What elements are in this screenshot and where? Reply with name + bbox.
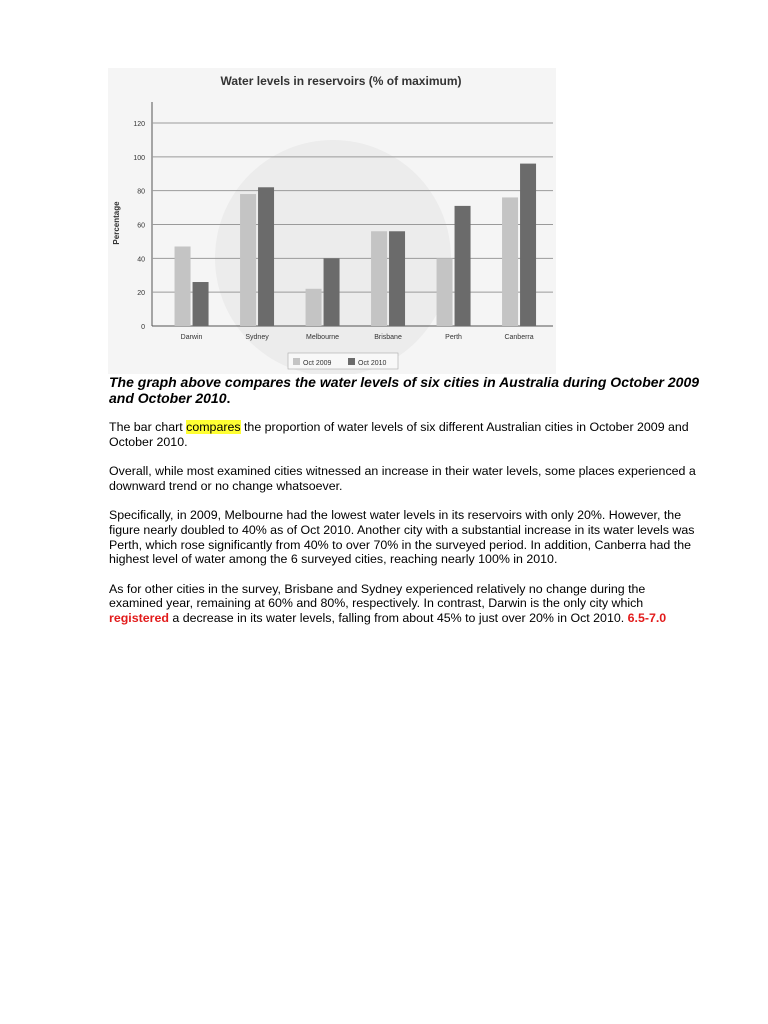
red-word: registered — [109, 610, 169, 625]
y-tick-label: 20 — [137, 290, 145, 298]
paragraph-intro — [109, 420, 699, 449]
p1-after: the proportion of water levels of six different Australian cities in October 2009 and October 2010. — [109, 420, 689, 449]
paragraph-comparison — [109, 582, 699, 626]
bar-sydney-oct-2010 — [258, 187, 274, 326]
bar-brisbane-oct-2009 — [371, 231, 387, 326]
legend-label: Oct 2010 — [358, 360, 387, 367]
highlighted-word: compares — [186, 420, 241, 434]
p4-after: a decrease in its water levels, falling from about 45% to just over 20% in Oct 2010. — [168, 610, 628, 625]
legend-label: Oct 2009 — [303, 360, 332, 367]
x-tick-label: Perth — [445, 334, 462, 341]
band-score: 6.5-7.0 — [627, 610, 667, 625]
bar-darwin-oct-2010 — [193, 282, 209, 326]
x-tick-label: Brisbane — [374, 334, 402, 341]
y-tick-label: 60 — [137, 222, 145, 230]
chart-legend — [288, 353, 398, 369]
y-tick-label: 0 — [141, 324, 145, 331]
paragraph-overview: Overall, while most examined cities witnessed an increase in their water levels, some places experienced a downward trend or no change whatsoever. — [109, 464, 696, 493]
heading-end: . — [226, 390, 231, 406]
p4-before: As for other cities in the survey, Brisbane and Sydney experienced relatively no change during the examined year, remaining at 60% and 80%, respectively. In contrast, Darwin is the only city which — [109, 581, 646, 611]
x-tick-label: Darwin — [180, 334, 203, 341]
document-body — [109, 374, 699, 641]
p1-before: The bar chart — [109, 420, 187, 434]
bar-perth-oct-2010 — [455, 206, 471, 326]
paragraph-details: Specifically, in 2009, Melbourne had the lowest water levels in its reservoirs with only 20%. However, the figure nearly doubled to 40% as of Oct 2010. Another city with a substantial increase in its water levels was Perth, which rose significantly from 40% to over 70% in the surveyed period. In addition, Canberra had the highest level of water among the 6 surveyed cities, reaching nearly 100% in 2010. — [109, 508, 695, 567]
chart-title: Water levels in reservoirs (% of maximum) — [220, 74, 462, 88]
legend-swatch — [293, 358, 300, 365]
x-tick-label: Canberra — [504, 334, 534, 341]
bar-perth-oct-2009 — [437, 258, 453, 326]
bar-darwin-oct-2009 — [175, 246, 191, 326]
heading-main: The graph above compares the water levels of six cities in Australia during October 2009 and October 2010 — [109, 374, 700, 406]
bar-canberra-oct-2009 — [502, 197, 518, 326]
legend-swatch — [348, 358, 355, 365]
bar-canberra-oct-2010 — [520, 164, 536, 326]
bar-brisbane-oct-2010 — [389, 231, 405, 326]
bar-chart — [108, 68, 556, 374]
y-axis-label: Percentage — [112, 201, 121, 245]
y-tick-label: 120 — [133, 121, 145, 128]
x-tick-label: Sydney — [245, 334, 269, 341]
y-tick-label: 80 — [137, 188, 145, 196]
y-tick-label: 100 — [133, 154, 145, 162]
document-heading — [109, 374, 699, 406]
y-tick-label: 40 — [137, 256, 145, 264]
x-tick-label: Melbourne — [306, 334, 340, 341]
bar-sydney-oct-2009 — [240, 194, 256, 326]
bar-melbourne-oct-2010 — [324, 258, 340, 326]
bar-melbourne-oct-2009 — [306, 289, 322, 326]
